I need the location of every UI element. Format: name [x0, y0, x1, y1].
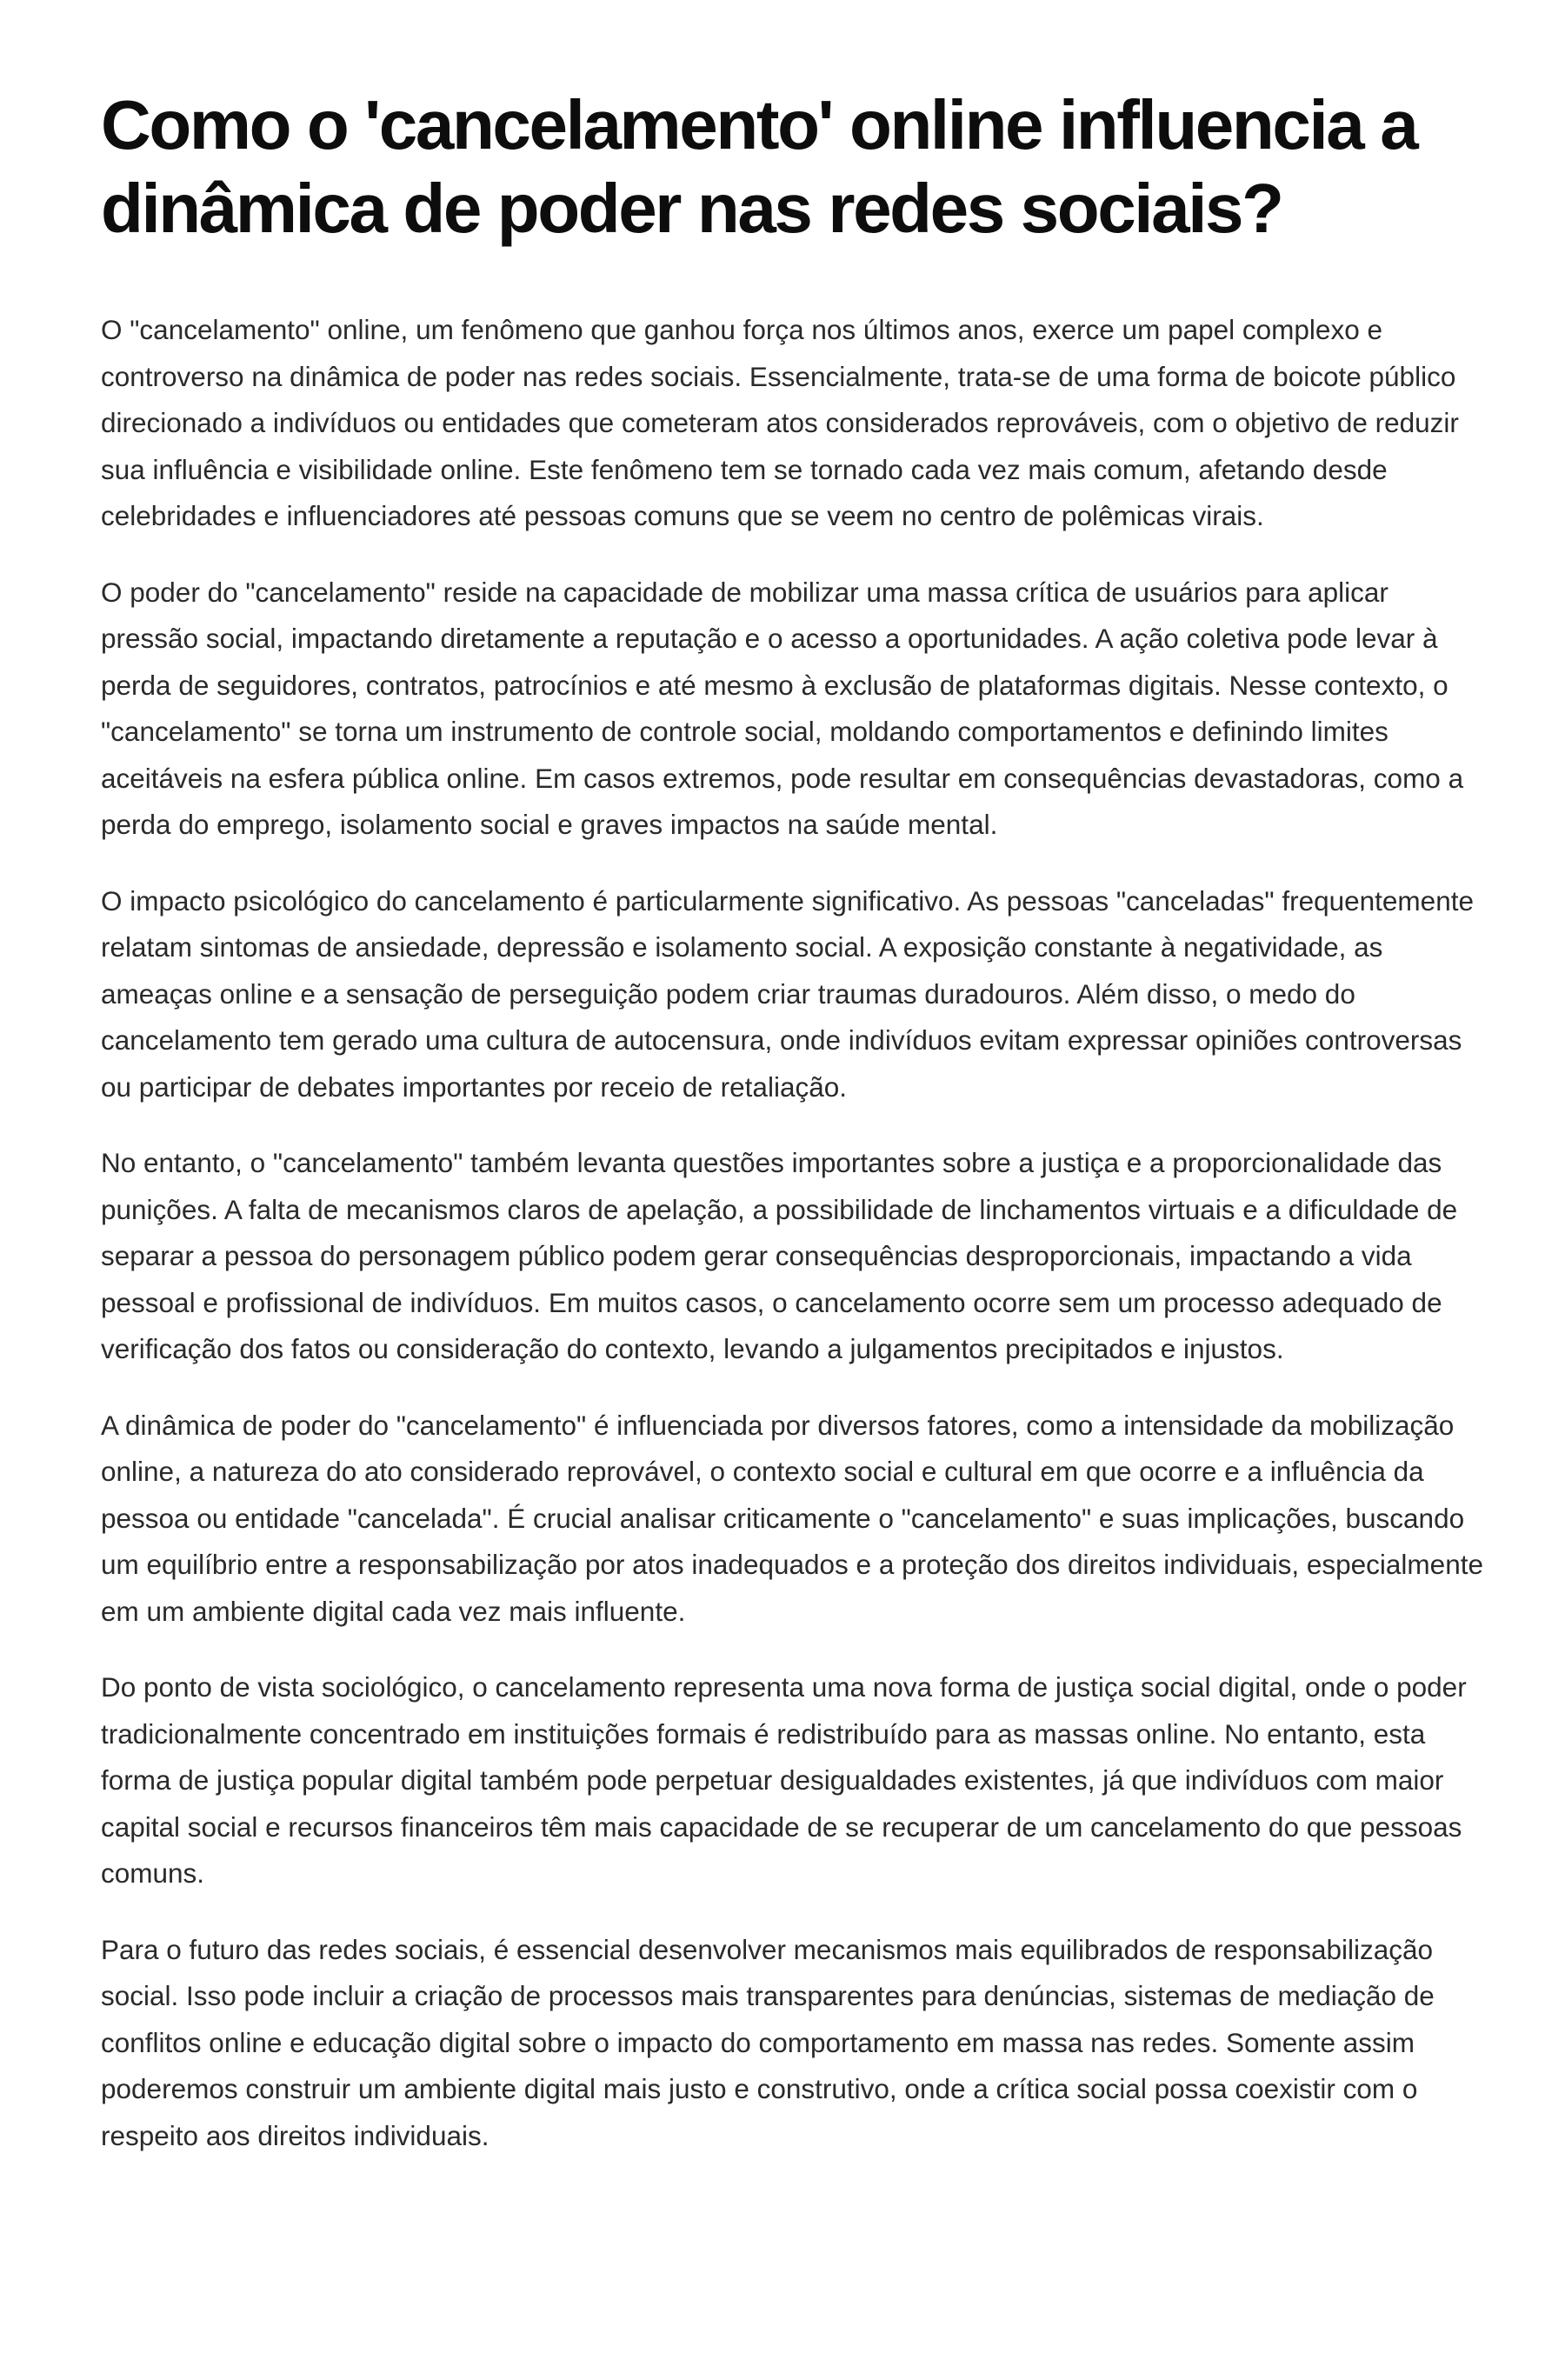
article-title: Como o 'cancelamento' online influencia a dinâmica de poder nas redes sociais? [101, 86, 1417, 247]
article-paragraph: O poder do "cancelamento" reside na capacidade de mobilizar uma massa crítica de usuários para aplicar pressão social, impactando diretamente a reputação e o acesso a oportunidades. A ação coletiva pode levar à perda de seguidores, contratos, patrocínios e até mesmo à exclusão de plataformas digitais. Nesse contexto, o "cancelamento" se torna um instrumento de controle social, moldando comportamentos e definindo limites aceitáveis na esfera pública online. Em casos extremos, pode resultar em consequências devastadoras, como a perda do emprego, isolamento social e graves impactos na saúde mental. [101, 576, 1464, 840]
article [101, 83, 1483, 2159]
article-paragraph: Do ponto de vista sociológico, o cancelamento representa uma nova forma de justiça social digital, onde o poder tradicionalmente concentrado em instituições formais é redistribuído para as massas online. No entanto, esta forma de justiça popular digital também pode perpetuar desigualdades existentes, já que indivíduos com maior capital social e recursos financeiros têm mais capacidade de se recuperar de um cancelamento do que pessoas comuns. [101, 1671, 1467, 1889]
article-paragraph: Para o futuro das redes sociais, é essencial desenvolver mecanismos mais equilibrados de responsabilização social. Isso pode incluir a criação de processos mais transparentes para denúncias, sistemas de mediação de conflitos online e educação digital sobre o impacto do comportamento em massa nas redes. Somente assim poderemos construir um ambiente digital mais justo e construtivo, onde a crítica social possa coexistir com o respeito aos direitos individuais. [101, 1933, 1435, 2151]
article-paragraph: A dinâmica de poder do "cancelamento" é influenciada por diversos fatores, como a intensidade da mobilização online, a natureza do ato considerado reprovável, o contexto social e cultural em que ocorre e a influência da pessoa ou entidade "cancelada". É crucial analisar criticamente o "cancelamento" e suas implicações, buscando um equilíbrio entre a responsabilização por atos inadequados e a proteção dos direitos individuais, especialmente em um ambiente digital cada vez mais influente. [101, 1409, 1483, 1627]
article-paragraph: No entanto, o "cancelamento" também levanta questões importantes sobre a justiça e a proporcionalidade das punições. A falta de mecanismos claros de apelação, a possibilidade de linchamentos virtuais e a dificuldade de separar a pessoa do personagem público podem gerar consequências desproporcionais, impactando a vida pessoal e profissional de indivíduos. Em muitos casos, o cancelamento ocorre sem um processo adequado de verificação dos fatos ou consideração do contexto, levando a julgamentos precipitados e injustos. [101, 1147, 1458, 1364]
article-paragraph: O "cancelamento" online, um fenômeno que ganhou força nos últimos anos, exerce um papel complexo e controverso na dinâmica de poder nas redes sociais. Essencialmente, trata-se de uma forma de boicote público direcionado a indivíduos ou entidades que cometeram atos considerados reprováveis, com o objetivo de reduzir sua influência e visibilidade online. Este fenômeno tem se tornado cada vez mais comum, afetando desde celebridades e influenciadores até pessoas comuns que se veem no centro de polêmicas virais. [101, 314, 1459, 531]
article-paragraph: O impacto psicológico do cancelamento é particularmente significativo. As pessoas "canceladas" frequentemente relatam sintomas de ansiedade, depressão e isolamento social. A exposição constante à negatividade, as ameaças online e a sensação de perseguição podem criar traumas duradouros. Além disso, o medo do cancelamento tem gerado uma cultura de autocensura, onde indivíduos evitam expressar opiniões controversas ou participar de debates importantes por receio de retaliação. [101, 884, 1474, 1103]
